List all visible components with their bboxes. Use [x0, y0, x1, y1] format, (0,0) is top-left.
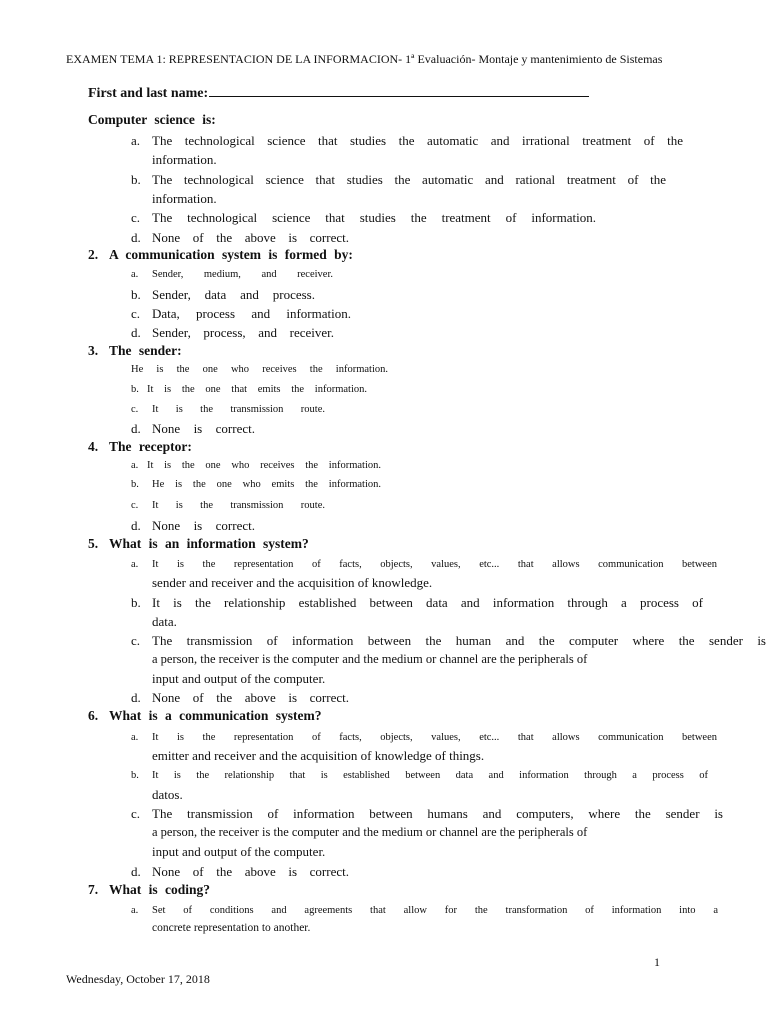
option-letter: d. — [131, 421, 141, 436]
option — [131, 456, 381, 475]
option-text: Set of conditions and agreements that allow for the transformation of information into a — [152, 905, 718, 916]
option-text: It is the relationship that is established between data and information through a process of — [152, 770, 708, 781]
option-letter: d. — [131, 690, 141, 705]
option-text: It is the representation of facts, objects, values, etc... that allows communication between — [152, 732, 717, 743]
option — [131, 593, 703, 612]
option-letter: b. — [131, 479, 139, 490]
question-text: The receptor: — [109, 439, 192, 454]
option — [131, 304, 351, 323]
option-text: None of the above is correct. — [152, 690, 349, 705]
option — [131, 360, 388, 379]
option-letter: b. — [131, 172, 141, 187]
option-continuation: input and output of the computer. — [152, 671, 326, 686]
option — [131, 285, 315, 304]
option-continuation: information. — [152, 191, 217, 206]
question-text: What is an information system? — [109, 536, 309, 551]
option-letter: b. — [131, 384, 139, 395]
option-letter: a. — [131, 732, 139, 743]
option-text: None of the above is correct. — [152, 864, 349, 879]
option-letter: b. — [131, 770, 139, 781]
option-continuation: concrete representation to another. — [152, 922, 311, 934]
option-text: The technological science that studies the automatic and irrational treatment of the — [152, 133, 683, 148]
question-text: What is coding? — [109, 882, 211, 897]
option-letter: d. — [131, 325, 141, 340]
option-text: The transmission of information between the human and the computer where the sender is — [152, 633, 766, 648]
question-number: 4. — [88, 439, 99, 454]
question-title — [88, 247, 353, 263]
option-text: None is correct. — [152, 421, 255, 436]
option — [131, 400, 325, 419]
option-text: None of the above is correct. — [152, 230, 349, 245]
question-title — [88, 343, 182, 359]
name-blank-line[interactable] — [209, 83, 589, 97]
option — [131, 688, 349, 707]
question-number: 2. — [88, 247, 99, 262]
option-letter: d. — [131, 518, 141, 533]
option-text: It is the relationship established between data and information through a process of — [152, 595, 703, 610]
question-title — [88, 439, 192, 455]
option — [131, 766, 708, 785]
question-text: Computer science is: — [88, 112, 216, 127]
name-field — [88, 83, 589, 102]
option — [131, 380, 367, 399]
option-text: The technological science that studies the treatment of information. — [152, 210, 596, 225]
exam-header: EXAMEN TEMA 1: REPRESENTACION DE LA INFORMACION- 1ª Evaluación- Montaje y mantenimiento de Sistemas — [66, 52, 663, 66]
option — [131, 475, 381, 494]
option-letter: a. — [131, 269, 139, 280]
question-number: 7. — [88, 882, 99, 897]
option-continuation: information. — [152, 152, 217, 167]
option-letter: c. — [131, 210, 141, 225]
option — [131, 728, 717, 747]
option-letter: a. — [131, 559, 139, 570]
option-text: Data, process and information. — [152, 306, 351, 321]
option — [131, 131, 683, 150]
option-text: It is the representation of facts, objects, values, etc... that allows communication between — [152, 559, 717, 570]
question-title — [88, 882, 210, 898]
option-text: He is the one who emits the information. — [152, 479, 381, 490]
option-text: It is the one that emits the information. — [147, 384, 367, 395]
option — [131, 265, 333, 284]
option-letter: a. — [131, 905, 139, 916]
option-letter: c. — [131, 500, 139, 511]
option-text: Sender, medium, and receiver. — [152, 269, 333, 280]
option-letter: a. — [131, 460, 139, 471]
question-number: 3. — [88, 343, 99, 358]
option-letter: c. — [131, 404, 139, 415]
question-title — [88, 536, 309, 552]
option-text: It is the transmission route. — [152, 500, 325, 511]
question-title — [88, 112, 216, 128]
option — [131, 419, 255, 438]
name-label: First and last name: — [88, 86, 209, 101]
option — [131, 228, 349, 247]
option — [131, 170, 666, 189]
option-letter: c. — [131, 633, 141, 648]
option-text: Sender, process, and receiver. — [152, 325, 334, 340]
option — [131, 323, 334, 342]
option — [131, 901, 718, 920]
option-letter: c. — [131, 806, 141, 821]
option-text: The transmission of information between humans and computers, where the sender is — [152, 806, 723, 821]
option-continuation: data. — [152, 614, 177, 629]
option-letter: d. — [131, 230, 141, 245]
option — [131, 555, 717, 574]
option — [131, 496, 325, 515]
option-letter: b. — [131, 287, 141, 302]
option-text: He is the one who receives the information. — [131, 364, 388, 375]
option-text: It is the transmission route. — [152, 404, 325, 415]
option-text: It is the one who receives the information. — [147, 460, 381, 471]
option — [131, 804, 723, 823]
question-text: A communication system is formed by: — [109, 247, 353, 262]
option-continuation: datos. — [152, 787, 183, 802]
option — [131, 516, 255, 535]
option — [131, 631, 766, 650]
option-continuation: a person, the receiver is the computer and the medium or channel are the peripherals of — [152, 652, 588, 666]
option-text: Sender, data and process. — [152, 287, 315, 302]
option-letter: b. — [131, 595, 141, 610]
option-letter: d. — [131, 864, 141, 879]
question-number: 6. — [88, 708, 99, 723]
option — [131, 862, 349, 881]
option-text: None is correct. — [152, 518, 255, 533]
option-continuation: a person, the receiver is the computer and the medium or channel are the peripherals of — [152, 825, 588, 839]
option-continuation: input and output of the computer. — [152, 844, 326, 859]
footer-date: Wednesday, October 17, 2018 — [66, 972, 210, 986]
question-number: 5. — [88, 536, 99, 551]
question-title — [88, 708, 322, 724]
option-letter: a. — [131, 133, 141, 148]
option-continuation: emitter and receiver and the acquisition of knowledge of things. — [152, 748, 485, 763]
option-continuation: sender and receiver and the acquisition of knowledge. — [152, 575, 433, 590]
option — [131, 208, 596, 227]
page-number: 1 — [654, 955, 660, 969]
option-letter: c. — [131, 306, 141, 321]
option-text: The technological science that studies the automatic and rational treatment of the — [152, 172, 666, 187]
question-text: The sender: — [109, 343, 182, 358]
question-text: What is a communication system? — [109, 708, 322, 723]
